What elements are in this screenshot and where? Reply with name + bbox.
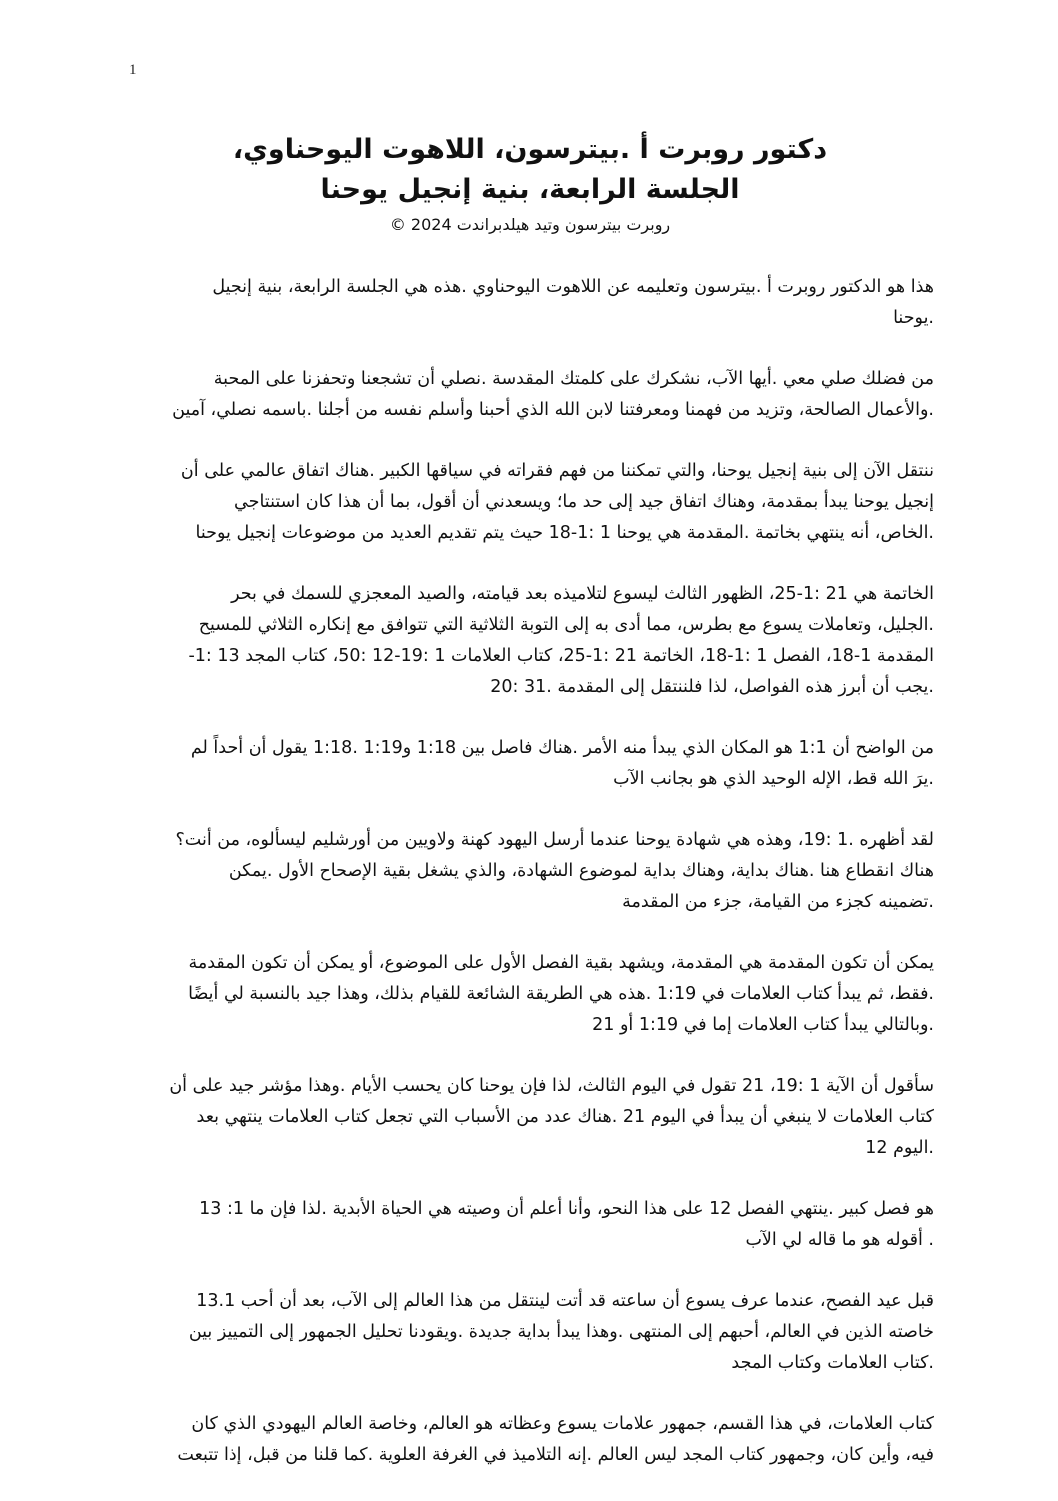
paragraph-audience bbox=[128, 1409, 934, 1471]
paragraph-line: .يرَ الله قط، الإله الوحيد الذي هو بجانب الآب bbox=[613, 769, 934, 789]
paragraph-line: .فقط، ثم يبدأ كتاب العلامات في 1:19 .هذه هي الطريقة الشائعة للقيام بذلك، وهذا جيد بالنسبة لي أيضًا bbox=[188, 984, 934, 1004]
paragraph-line: إنجيل يوحنا يبدأ بمقدمة، وهناك اتفاق جيد إلى حد ما؛ ويسعدني أن أقول، بما أن هذا كان استنتاجي bbox=[234, 492, 934, 512]
paragraph-line: الخاتمة هي 21 :1-25، الظهور الثالث ليسوع لتلاميذه بعد قيامته، والصيد المعجزي للسمك في بحر bbox=[231, 584, 934, 604]
document-body bbox=[128, 272, 934, 1501]
paragraph-line: .كتاب العلامات وكتاب المجد bbox=[731, 1353, 934, 1373]
paragraph-line: كتاب العلامات، في هذا القسم، جمهور علامات يسوع وعظاته هو العالم، وخاصة العالم اليهودي الذي كان bbox=[191, 1414, 934, 1434]
paragraph-line: من الواضح أن 1:1 هو المكان الذي يبدأ منه الأمر .هناك فاصل بين 1:18 و1:19 .1:18 يقول أن أحداً لم bbox=[190, 738, 934, 758]
paragraph-line: خاصته الذين في العالم، أحبهم إلى المنتهى .وهذا يبدأ بداية جديدة .ويقودنا تحليل الجمهور إلى التمييز بين bbox=[188, 1322, 934, 1342]
paragraph-line: هو فصل كبير .ينتهي الفصل 12 على هذا النحو، وأنا أعلم أن وصيته هي الحياة الأبدية .لذا فإن ما 1: 13 bbox=[199, 1199, 934, 1219]
paragraph-book-of-signs-start bbox=[128, 948, 934, 1041]
paragraph-line: .والأعمال الصالحة، وتزيد من فهمنا ومعرفتنا لابن الله الذي أحبنا وأسلم نفسه من أجلنا .باسمه نصلي، آمين bbox=[172, 400, 934, 420]
paragraph-chapter-12 bbox=[128, 1194, 934, 1256]
paragraph-line: كتاب العلامات لا ينبغي أن يبدأ في اليوم 21 .هناك عدد من الأسباب التي تجعل كتاب العلامات ينتهي بعد bbox=[196, 1107, 934, 1127]
paragraph-line: هناك انقطاع هنا .هناك بداية، وهناك بداية لموضوع الشهادة، والذي يشغل بقية الإصحاح الأول .يمكن bbox=[228, 861, 934, 881]
paragraph-prayer bbox=[128, 364, 934, 426]
document-title-line-2: الجلسة الرابعة، بنية إنجيل يوحنا bbox=[320, 174, 740, 205]
document-title-line-1: دكتور روبرت أ .بيترسون، اللاهوت اليوحناوي، bbox=[232, 134, 828, 165]
paragraph-line: هذا هو الدكتور روبرت أ .بيترسون وتعليمه عن اللاهوت اليوحناوي .هذه هي الجلسة الرابعة، بنية إنجيل bbox=[212, 277, 934, 297]
paragraph-line: .يوحنا bbox=[893, 308, 934, 328]
paragraph-line: المقدمة 1-18، الفصل 1 :1-18، الخاتمة 21 :1-25، كتاب العلامات 1 :19-12 :50، كتاب المجد 13 :1- bbox=[188, 646, 934, 666]
paragraph-line: فيه، وأين كان، وجمهور كتاب المجد ليس العالم .إنه التلاميذ في الغرفة العلوية .كما قلنا من قبل، إذا تتبعت bbox=[177, 1445, 934, 1465]
paragraph-line: .يجب أن أبرز هذه الفواصل، لذا فلننتقل إلى المقدمة .31 :20 bbox=[490, 677, 934, 697]
paragraph-line: .الجليل، وتعاملات يسوع مع بطرس، مما أدى به إلى التوبة الثلاثية التي تتوافق مع إنكاره الثلاثي للمسيح bbox=[198, 615, 934, 635]
copyright-notice: روبرت بيترسون وتيد هيلدبراندت 2024 © bbox=[389, 215, 671, 234]
paragraph-prologue-break bbox=[128, 733, 934, 795]
document-header bbox=[130, 130, 930, 238]
paragraph-line: .وبالتالي يبدأ كتاب العلامات إما في 1:19 أو 21 bbox=[592, 1015, 934, 1035]
paragraph-line: .اليوم 12 bbox=[865, 1138, 934, 1158]
paragraph-line: . أقوله هو ما قاله لي الآب bbox=[745, 1230, 934, 1250]
paragraph-line: .تضمينه كجزء من القيامة، جزء من المقدمة bbox=[622, 892, 934, 912]
paragraph-line: يمكن أن تكون المقدمة هي المقدمة، ويشهد بقية الفصل الأول على الموضوع، أو يمكن أن تكون المقدمة bbox=[188, 953, 934, 973]
paragraph-line: من فضلك صلي معي .أيها الآب، نشكرك على كلمتك المقدسة .نصلي أن تشجعنا وتحفزنا على المحبة bbox=[213, 369, 934, 389]
paragraph-structure bbox=[128, 456, 934, 549]
paragraph-line: ننتقل الآن إلى بنية إنجيل يوحنا، والتي تمكننا من فهم فقراته في سياقها الكبير .هناك اتفاق عالمي على أن bbox=[180, 461, 934, 481]
paragraph-passover bbox=[128, 1286, 934, 1379]
paragraph-line: .الخاص، أنه ينتهي بخاتمة .المقدمة هي يوحنا 1 :1-18 حيث يتم تقديم العديد من موضوعات إنجيل يوحنا bbox=[195, 523, 934, 543]
paragraph-intro bbox=[128, 272, 934, 334]
paragraph-epilogue bbox=[128, 579, 934, 703]
paragraph-line: لقد أظهره .1 :19، وهذه هي شهادة يوحنا عندما أرسل اليهود كهنة ولاويين من أورشليم ليسألوه، من أنت؟ bbox=[175, 830, 934, 850]
paragraph-line: قبل عيد الفصح، عندما عرف يسوع أن ساعته قد أتت لينتقل من هذا العالم إلى الآب، بعد أن أحب 13.1 bbox=[196, 1291, 934, 1311]
page-number: 1 bbox=[129, 62, 137, 78]
paragraph-line: سأقول أن الآية 1 :19، 21 تقول في اليوم الثالث، لذا فإن يوحنا كان يحسب الأيام .وهذا مؤشر جيد على أن bbox=[169, 1076, 934, 1096]
paragraph-third-day bbox=[128, 1071, 934, 1164]
paragraph-testimony bbox=[128, 825, 934, 918]
